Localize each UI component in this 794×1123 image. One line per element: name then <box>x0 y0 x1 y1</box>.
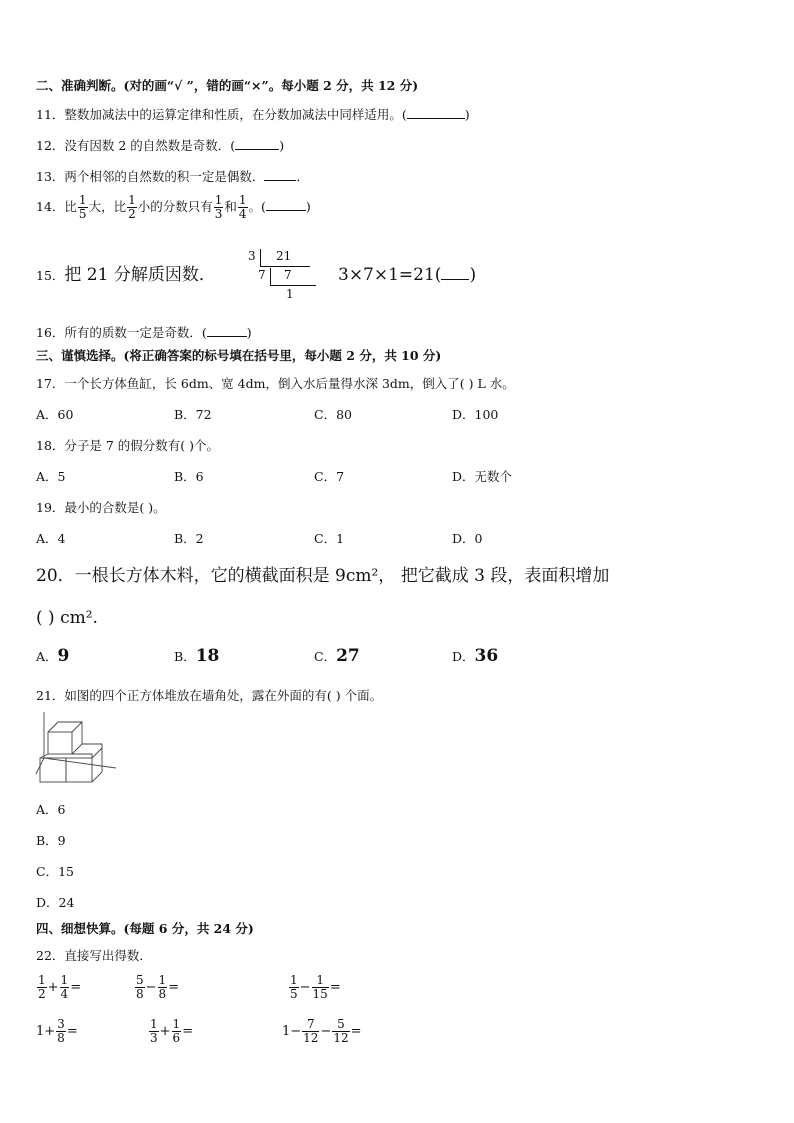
option-a[interactable]: A．5 <box>36 469 66 484</box>
option-b[interactable]: B．72 <box>174 407 212 422</box>
question-18: 18．分子是 7 的假分数有( )个。 <box>36 438 220 453</box>
question-text: 所有的质数一定是奇数．( <box>64 325 207 340</box>
question-12 <box>36 137 284 154</box>
option-b[interactable]: B．2 <box>174 531 204 546</box>
option-a[interactable]: A．9 <box>36 646 70 666</box>
expression-5: $\frac{1}{3}$ + $\frac{1}{6}$ = <box>150 1017 194 1045</box>
expression-4: 1+ $\frac{3}{8}$ = <box>36 1017 78 1045</box>
close-mark: ． <box>296 169 309 184</box>
expression-2: $\frac{5}{8}$ − $\frac{1}{8}$ = <box>136 973 180 1001</box>
fraction: $\frac{1}{2}$ <box>128 193 136 221</box>
close-paren: ) <box>464 107 470 122</box>
answer-blank[interactable] <box>407 106 465 119</box>
fraction: $\frac{5}{12}$ <box>333 1017 349 1045</box>
text-part: 。( <box>248 199 266 214</box>
close-paren: ) <box>246 325 252 340</box>
quotient: 7 <box>284 268 292 282</box>
question-21: 21．如图的四个正方体堆放在墙角处，露在外面的有( ) 个面。 <box>36 688 383 703</box>
answer-blank[interactable] <box>441 265 469 280</box>
option-a[interactable]: A．6 <box>36 802 66 817</box>
question-number: 15． <box>36 268 65 283</box>
fraction: $\frac{1}{5}$ <box>290 973 298 1001</box>
option-b[interactable]: B．18 <box>174 646 220 666</box>
answer-blank[interactable] <box>207 324 247 337</box>
option-b[interactable]: B．9 <box>36 833 66 848</box>
fraction: $\frac{1}{3}$ <box>150 1017 158 1045</box>
option-d[interactable]: D．24 <box>36 895 75 910</box>
question-20-line-2: ( ) cm². <box>36 608 98 628</box>
question-16 <box>36 324 252 341</box>
answer-blank[interactable] <box>264 168 296 181</box>
divisor: 3 <box>248 249 256 263</box>
stacked-cubes-figure <box>34 712 120 792</box>
equation: 3×7×1=21( <box>338 265 442 285</box>
question-number: 14． <box>36 199 65 214</box>
option-d[interactable]: D．36 <box>452 646 499 666</box>
option-b[interactable]: B．6 <box>174 469 204 484</box>
section-2-heading: 二、准确判断。(对的画“√ ”，错的画“×”。每小题 2 分，共 12 分) <box>36 78 419 93</box>
question-20-line-1: 20．一根长方体木料，它的横截面积是 9cm²， 把它截成 3 段，表面积增加 <box>36 566 610 586</box>
option-d[interactable]: D．0 <box>452 531 483 546</box>
option-a[interactable]: A．60 <box>36 407 74 422</box>
question-number: 13． <box>36 169 65 184</box>
dividend: 21 <box>276 249 292 263</box>
question-13 <box>36 168 309 185</box>
option-d[interactable]: D．100 <box>452 407 499 422</box>
text-part: 大，比 <box>88 199 127 214</box>
expression-6: 1− $\frac{7}{12}$ − $\frac{5}{12}$ = <box>282 1017 362 1045</box>
question-number: 16． <box>36 325 65 340</box>
fraction: $\frac{1}{6}$ <box>172 1017 181 1045</box>
fraction: $\frac{1}{5}$ <box>78 193 87 221</box>
question-11 <box>36 106 470 123</box>
fraction: $\frac{5}{8}$ <box>136 973 144 1001</box>
question-19: 19．最小的合数是( )。 <box>36 500 166 515</box>
fraction: $\frac{7}{12}$ <box>303 1017 319 1045</box>
answer-blank[interactable] <box>235 137 279 150</box>
question-number: 12． <box>36 138 65 153</box>
section-4-heading: 四、细想快算。(每题 6 分，共 24 分) <box>36 921 254 936</box>
option-c[interactable]: C．15 <box>36 864 74 879</box>
expression-1: $\frac{1}{2}$ + $\frac{1}{4}$ = <box>38 973 82 1001</box>
question-text: 把 21 分解质因数． <box>64 265 216 285</box>
fraction: $\frac{1}{4}$ <box>238 193 247 221</box>
fraction: $\frac{3}{8}$ <box>57 1017 65 1045</box>
option-d[interactable]: D．无数个 <box>452 469 513 484</box>
question-text: 两个相邻的自然数的积一定是偶数． <box>64 169 265 184</box>
question-15 <box>36 265 216 286</box>
option-c[interactable]: C．27 <box>314 646 360 666</box>
option-a[interactable]: A．4 <box>36 531 66 546</box>
text-part: 比 <box>64 199 77 214</box>
expression-3: $\frac{1}{5}$ − $\frac{1}{15}$ = <box>290 973 341 1001</box>
fraction: $\frac{1}{4}$ <box>60 973 69 1001</box>
section-3-heading: 三、谨慎选择。(将正确答案的标号填在括号里，每小题 2 分，共 10 分) <box>36 348 442 363</box>
fraction: $\frac{1}{8}$ <box>158 973 167 1001</box>
text-part: 和 <box>224 199 237 214</box>
divisor: 7 <box>258 268 266 282</box>
text-part: 小的分数只有 <box>137 199 213 214</box>
question-text: 整数加减法中的运算定律和性质，在分数加减法中同样适用。( <box>64 107 407 122</box>
fraction: $\frac{1}{3}$ <box>214 193 223 221</box>
close-paren: ) <box>305 199 311 214</box>
close-paren: ) <box>279 138 285 153</box>
question-number: 11． <box>36 107 65 122</box>
question-14 <box>36 192 311 222</box>
option-c[interactable]: C．7 <box>314 469 345 484</box>
short-division-diagram <box>246 249 320 303</box>
question-15-equation <box>338 265 476 285</box>
quotient: 1 <box>286 287 294 301</box>
answer-blank[interactable] <box>266 198 306 211</box>
fraction: $\frac{1}{2}$ <box>38 973 46 1001</box>
close-paren: ) <box>469 265 477 285</box>
option-c[interactable]: C．1 <box>314 531 345 546</box>
question-text: 没有因数 2 的自然数是奇数．( <box>64 138 236 153</box>
question-22: 22．直接写出得数． <box>36 948 152 963</box>
option-c[interactable]: C．80 <box>314 407 352 422</box>
question-17: 17．一个长方体鱼缸，长 6dm、宽 4dm，倒入水后量得水深 3dm，倒入了( ) L 水。 <box>36 376 515 391</box>
fraction: $\frac{1}{15}$ <box>312 973 328 1001</box>
